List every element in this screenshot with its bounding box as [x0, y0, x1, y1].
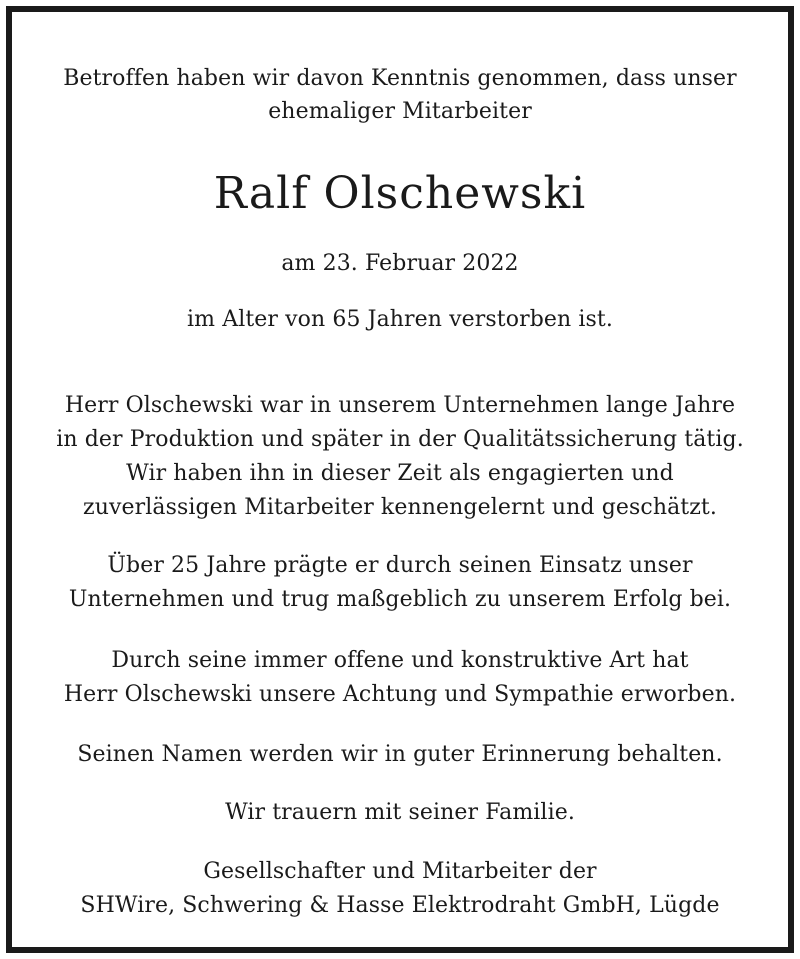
intro-line-2: ehemaliger Mitarbeiter: [268, 99, 532, 124]
paragraph-1-line-1: Herr Olschewski war in unserem Unternehmen lange Jahre: [64, 393, 736, 418]
intro-line-1: Betroffen haben wir davon Kenntnis genommen, dass unser: [63, 66, 737, 91]
paragraph-2-line-2: Unternehmen und trug maßgeblich zu unserem Erfolg bei.: [68, 587, 732, 612]
date-of-death: am 23. Februar 2022: [281, 251, 519, 276]
paragraph-2-line-1: Über 25 Jahre prägte er durch seinen Einsatz unser: [107, 553, 693, 578]
paragraph-1-line-3: Wir haben ihn in dieser Zeit als engagierten und: [126, 461, 674, 486]
paragraph-3-line-2: Herr Olschewski unsere Achtung und Sympathie erworben.: [63, 682, 737, 707]
paragraph-3-line-1: Durch seine immer offene und konstruktive Art hat: [111, 648, 689, 673]
signature-line-1: Gesellschafter und Mitarbeiter der: [203, 859, 597, 884]
paragraph-1-line-2: in der Produktion und später in der Qualitätssicherung tätig.: [56, 427, 744, 452]
paragraph-1-line-4: zuverlässigen Mitarbeiter kennengelernt und geschätzt.: [83, 495, 717, 520]
paragraph-5-line-1: Wir trauern mit seiner Familie.: [225, 800, 575, 825]
signature-line-2: SHWire, Schwering & Hasse Elektrodraht GmbH, Lügde: [80, 893, 720, 918]
age-statement: im Alter von 65 Jahren verstorben ist.: [187, 307, 613, 332]
paragraph-4-line-1: Seinen Namen werden wir in guter Erinnerung behalten.: [77, 742, 723, 767]
deceased-name: Ralf Olschewski: [213, 168, 587, 219]
obituary-notice: [6, 6, 794, 953]
